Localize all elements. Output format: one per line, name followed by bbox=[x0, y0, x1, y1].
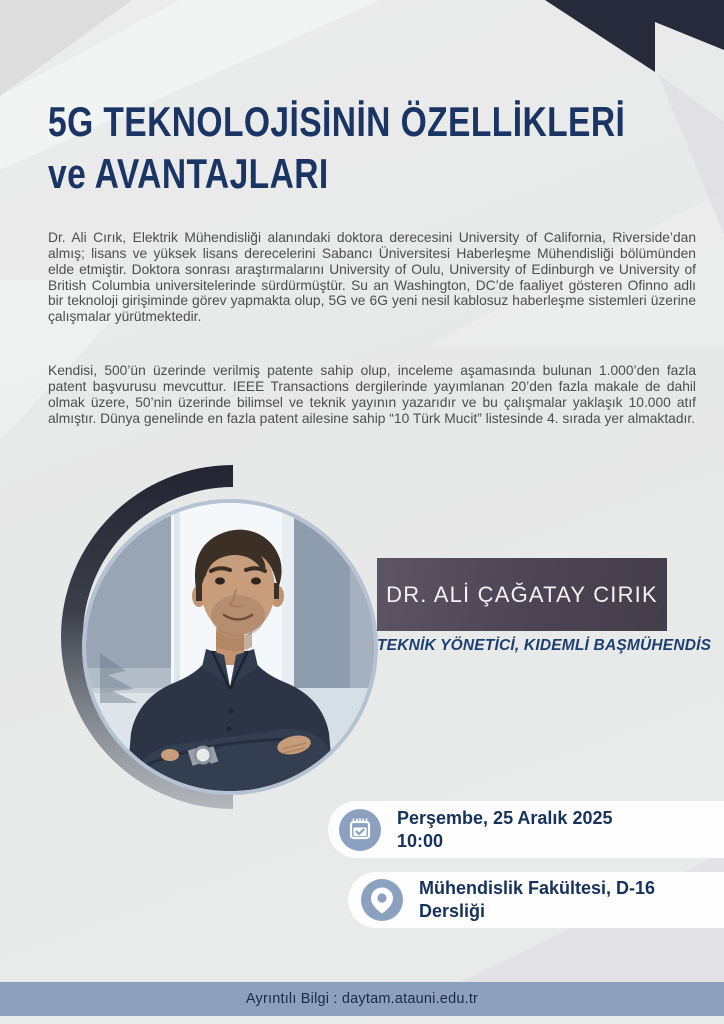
title-line-1: 5G TEKNOLOJİSİNİN ÖZELLİKLERİ bbox=[48, 98, 626, 145]
corner-zigzag-shape bbox=[545, 0, 724, 72]
footer-bar bbox=[0, 982, 724, 1016]
date-time-card bbox=[328, 801, 724, 858]
event-time: 10:00 bbox=[397, 830, 444, 851]
map-pin-icon-circle bbox=[361, 879, 403, 921]
speaker-role: TEKNİK YÖNETİCİ, KIDEMLİ BAŞMÜHENDİS bbox=[377, 637, 712, 654]
speaker-name: DR. ALİ ÇAĞATAY CIRIK bbox=[386, 581, 658, 607]
portrait-illustration bbox=[86, 503, 374, 791]
title-line-2: ve AVANTAJLARI bbox=[48, 150, 329, 197]
page-title bbox=[48, 96, 625, 200]
footer-info-text: Ayrıntılı Bilgi : daytam.atauni.edu.tr bbox=[245, 991, 479, 1007]
map-pin-icon bbox=[361, 879, 403, 921]
event-location-line1: Mühendislik Fakültesi, D-16 bbox=[419, 878, 656, 898]
calendar-icon-circle bbox=[339, 809, 381, 851]
speaker-photo bbox=[82, 499, 378, 795]
calendar-check-icon bbox=[339, 809, 381, 851]
location-card bbox=[348, 872, 724, 928]
event-location-line2: Dersliği bbox=[419, 901, 486, 921]
event-date: Perşembe, 25 Aralık 2025 bbox=[397, 807, 613, 828]
bio-paragraph-2: Kendisi, 500’ün üzerinde verilmiş patente sahip olup, inceleme aşamasında bulunan 1.000’den fazla patent başvurusu mevcuttur. IEEE Transactions dergilerinde yayımlanan 20’den fazla makale de dahil olmak üzere, 50’nin üzerinde bilimsel ve teknik yayının yazarıdır ve bu çalışmalar yaklaşık 10.000 atıf almıştır. Dünya genelinde en fazla patent ailesine sahip “10 Türk Mucit” listesinde 4. sırada yer almaktadır. bbox=[48, 362, 696, 426]
bio-paragraph-1: Dr. Ali Cırık, Elektrik Mühendisliği alanındaki doktora derecesini University of California, Riverside’dan almış; lisans ve yüksek lisans derecelerini Sabancı Üniversitesi Haberleşme Mühendisliği bölümünden elde etmiştir. Doktora sonrası araştırmalarını University of Oulu, University of Edinburgh ve University of British Columbia universitelerinde sürdürmüştür. Su an Washington, DC’de faaliyet gösteren Ofinno adlı bir teknoloji girişiminde görev yapmakta olup, 5G ve 6G yeni nesil kablosuz haberleşme sistemleri üzerine çalışmalar yürütmektedir. bbox=[48, 229, 696, 325]
speaker-name-banner bbox=[377, 558, 667, 631]
